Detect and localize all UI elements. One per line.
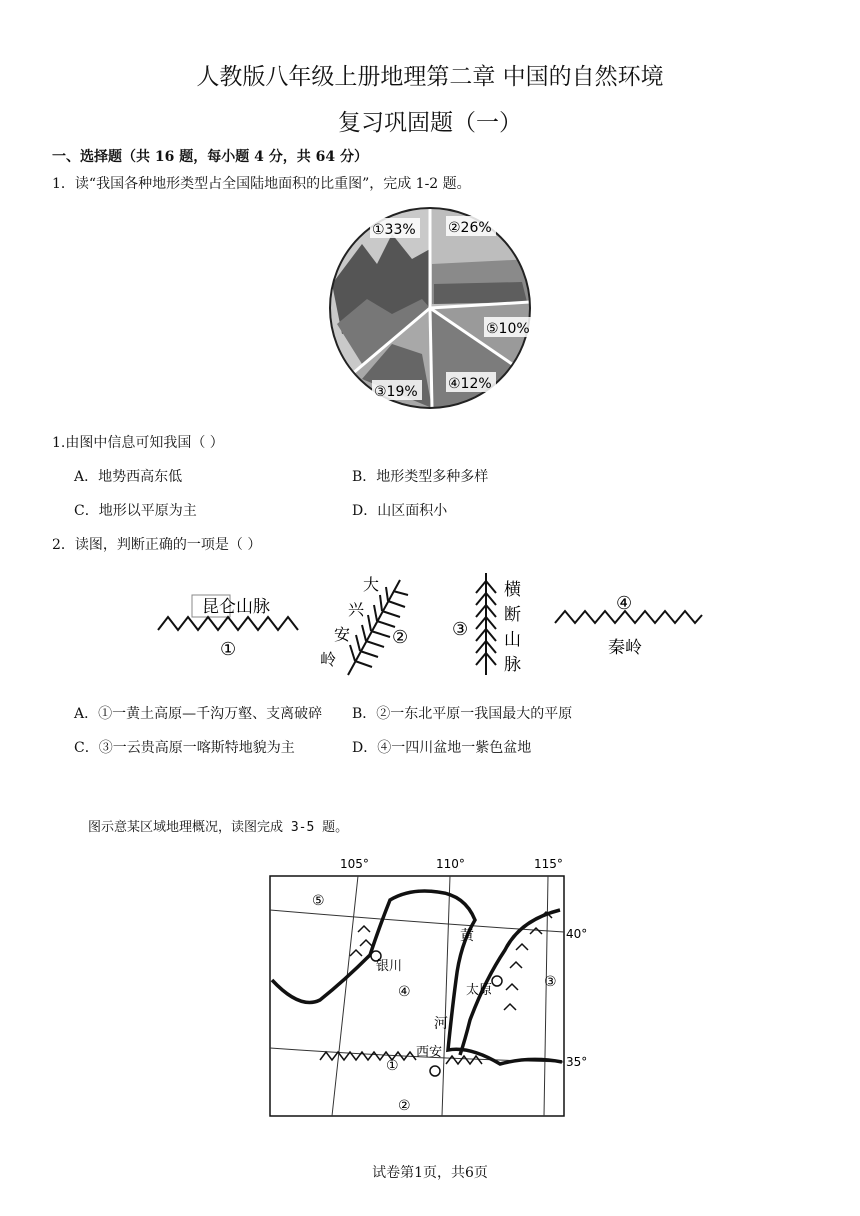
q2-option-b[interactable]: B．②一东北平原一我国最大的平原 <box>352 706 573 722</box>
region-map <box>260 850 600 1120</box>
hengduan-number: ③ <box>452 619 469 640</box>
lat-label-40: 40° <box>566 927 588 941</box>
qinling-number: ④ <box>616 593 633 614</box>
region-1: ① <box>386 1058 399 1074</box>
daxinganling-char-3: 安 <box>334 625 351 644</box>
hengduan-char-2: 断 <box>504 605 521 625</box>
terrain-pie-figure <box>322 204 538 420</box>
pie-label-1: ①33% <box>372 222 416 238</box>
question-1-stem: 1.由图中信息可知我国（ ） <box>52 435 224 451</box>
q2-option-d[interactable]: D．④一四川盆地一紫色盆地 <box>352 740 532 756</box>
question-2-stem: 2．读图，判断正确的一项是（ ） <box>52 537 262 553</box>
daxinganling-number: ② <box>392 627 409 648</box>
section-heading: 一、选择题（共 16 题，每小题 4 分，共 64 分） <box>52 149 368 165</box>
q1-option-c[interactable]: C．地形以平原为主 <box>74 503 197 519</box>
q1-option-a[interactable]: A．地势西高东低 <box>74 469 183 485</box>
pie-label-4: ④12% <box>448 376 492 392</box>
q1-option-b[interactable]: B．地形类型多种多样 <box>352 469 489 485</box>
lon-label-115: 115° <box>534 857 563 871</box>
daxinganling-char-1: 大 <box>363 575 380 594</box>
daxinganling-char-4: 岭 <box>320 650 337 669</box>
lon-label-105: 105° <box>340 857 369 871</box>
q2-option-a[interactable]: A．①一黄土高原—千沟万壑、支离破碎 <box>74 706 323 722</box>
city-yinchuan: 银川 <box>376 959 403 974</box>
question-1-prompt: 1．读“我国各种地形类型占全国陆地面积的比重图”，完成 1-2 题。 <box>52 176 471 192</box>
qinling-label: 秦岭 <box>608 638 642 658</box>
q2-option-c[interactable]: C．③一云贵高原一喀斯特地貌为主 <box>74 740 295 756</box>
kunlun-number: ① <box>220 639 237 660</box>
question-3-intro: 图示意某区域地理概况，读图完成 3-5 题。 <box>88 820 349 835</box>
kunlun-label: 昆仑山脉 <box>202 597 270 617</box>
river-label-he: 河 <box>434 1016 448 1032</box>
page-title: 人教版八年级上册地理第二章 中国的自然环境 <box>196 64 664 90</box>
daxinganling-char-2: 兴 <box>348 600 365 619</box>
mountain-range-figure <box>150 565 710 680</box>
region-2: ② <box>398 1098 411 1114</box>
page-footer: 试卷第1页，共6页 <box>372 1165 488 1181</box>
lat-label-35: 35° <box>566 1055 588 1069</box>
region-5: ⑤ <box>312 893 325 909</box>
river-label-huang: 黄 <box>460 928 474 944</box>
pie-label-3: ③19% <box>374 384 418 400</box>
pie-label-2: ②26% <box>448 220 492 236</box>
hengduan-char-1: 横 <box>504 580 521 600</box>
hengduan-char-4: 脉 <box>504 655 521 675</box>
lon-label-110: 110° <box>436 857 465 871</box>
region-3: ③ <box>544 974 557 990</box>
pie-label-5: ⑤10% <box>486 321 530 337</box>
hengduan-char-3: 山 <box>504 630 521 650</box>
city-xian: 西安 <box>416 1045 443 1060</box>
region-4: ④ <box>398 984 411 1000</box>
q1-option-d[interactable]: D．山区面积小 <box>352 503 448 519</box>
page-subtitle: 复习巩固题（一） <box>338 110 522 136</box>
city-taiyuan: 太原 <box>466 983 493 998</box>
